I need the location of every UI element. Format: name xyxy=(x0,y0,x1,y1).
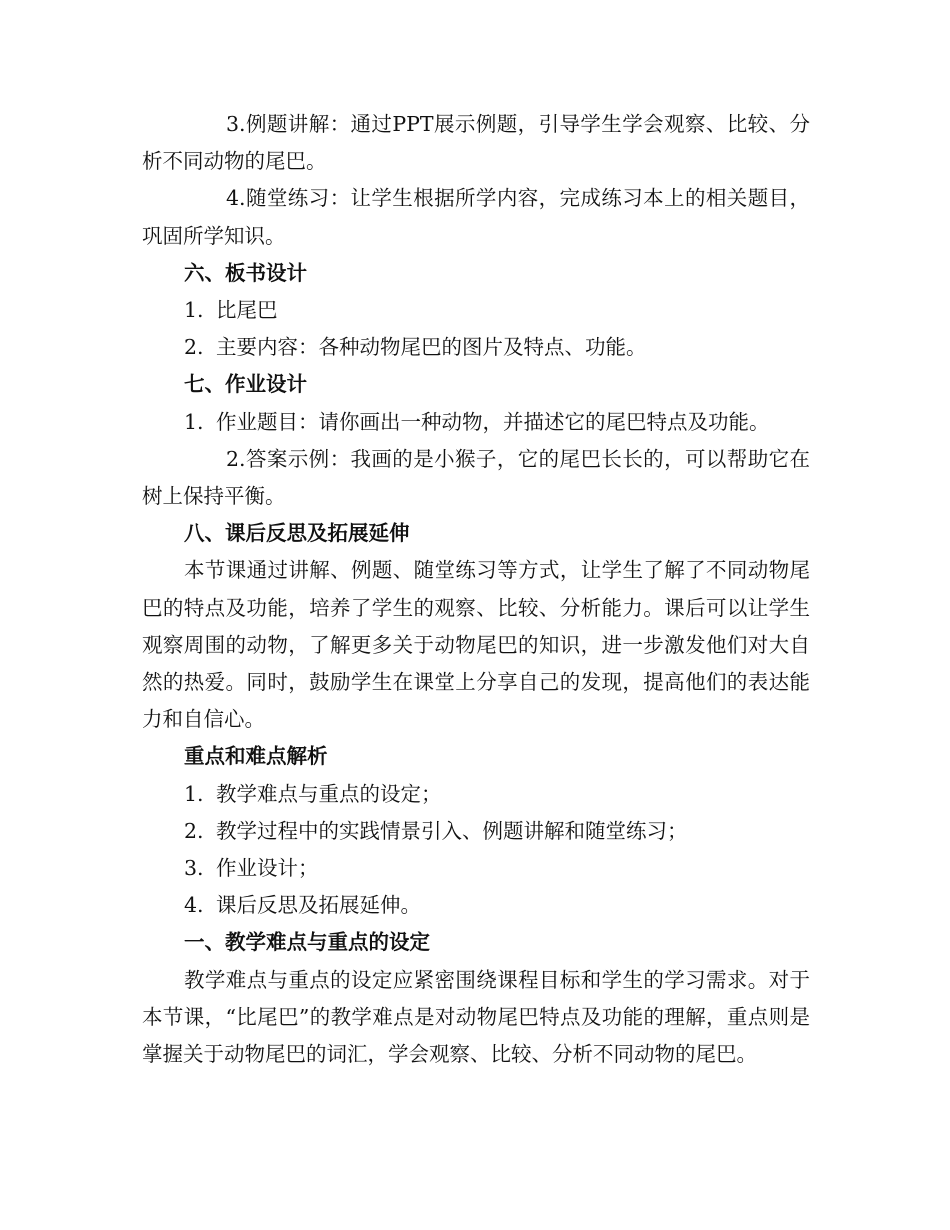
homework-item-1 xyxy=(142,404,810,441)
item-number: 1. xyxy=(184,298,204,323)
item-number: 2. xyxy=(184,818,204,843)
item-text: 主要内容：各种动物尾巴的图片及特点、功能。 xyxy=(216,335,647,360)
section-heading-difficulties: 一、教学难点与重点的设定 xyxy=(184,930,430,955)
item-number: 4. xyxy=(184,893,204,918)
item-number: 3. xyxy=(184,856,204,881)
key-point-item-2 xyxy=(142,813,810,850)
item-number: 1. xyxy=(184,409,204,434)
process-step-4 xyxy=(142,180,810,254)
item-number: 1. xyxy=(184,781,204,806)
process-step-3 xyxy=(142,106,810,180)
step-text: 随堂练习：让学生根据所学内容，完成练习本上的相关题目，巩固所学知识。 xyxy=(142,186,810,248)
item-number: 2. xyxy=(226,446,246,471)
step-number: 4. xyxy=(226,186,246,211)
key-point-item-1 xyxy=(142,776,810,813)
item-text: 作业题目：请你画出一种动物，并描述它的尾巴特点及功能。 xyxy=(216,409,770,434)
key-point-item-3 xyxy=(142,850,810,887)
item-text: 教学难点与重点的设定； xyxy=(216,781,442,806)
board-item-1 xyxy=(142,292,810,329)
section-heading-homework: 七、作业设计 xyxy=(184,372,307,397)
item-text: 教学过程中的实践情景引入、例题讲解和随堂练习； xyxy=(216,818,688,843)
section-heading-reflection: 八、课后反思及拓展延伸 xyxy=(184,521,410,546)
item-text: 作业设计； xyxy=(216,856,319,881)
item-number: 2. xyxy=(184,335,204,360)
section-heading-key-points: 重点和难点解析 xyxy=(184,744,328,769)
step-text: 例题讲解：通过PPT展示例题，引导学生学会观察、比较、分析不同动物的尾巴。 xyxy=(142,112,810,174)
step-number: 3. xyxy=(226,112,246,136)
item-text: 课后反思及拓展延伸。 xyxy=(216,893,421,918)
homework-item-2 xyxy=(142,441,810,515)
item-text: 答案示例：我画的是小猴子，它的尾巴长长的，可以帮助它在树上保持平衡。 xyxy=(142,446,810,509)
item-text: 比尾巴 xyxy=(216,298,278,323)
section-heading-board-design: 六、板书设计 xyxy=(184,260,307,285)
difficulties-paragraph: 教学难点与重点的设定应紧密围绕课程目标和学生的学习需求。对于本节课，“比尾巴”的教学难点是对动物尾巴特点及功能的理解，重点则是掌握关于动物尾巴的词汇，学会观察、比较、分析不同动物的尾巴。 xyxy=(142,967,810,1067)
board-item-2 xyxy=(142,329,810,366)
document-body xyxy=(142,106,810,1073)
reflection-paragraph: 本节课通过讲解、例题、随堂练习等方式，让学生了解了不同动物尾巴的特点及功能，培养了学生的观察、比较、分析能力。课后可以让学生观察周围的动物，了解更多关于动物尾巴的知识，进一步激发他们对大自然的热爱。同时，鼓励学生在课堂上分享自己的发现，提高他们的表达能力和自信心。 xyxy=(142,558,810,732)
key-point-item-4 xyxy=(142,887,810,924)
